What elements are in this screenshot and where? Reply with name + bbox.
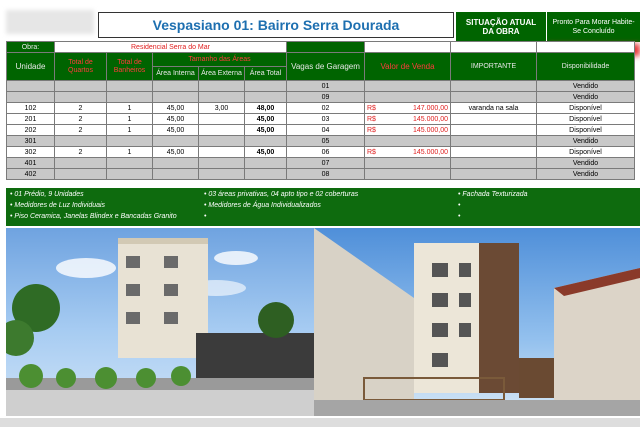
cell-area-total: 45,00 — [245, 147, 287, 158]
cell-unit: 201 — [7, 114, 55, 125]
price-value: 145.000,00 — [412, 148, 448, 156]
cell-area-internal — [153, 158, 199, 169]
cell-unit: 401 — [7, 158, 55, 169]
cell-note — [451, 92, 537, 103]
cell-price — [365, 81, 451, 92]
cell-rooms: 2 — [55, 125, 107, 136]
cell-area-total: 45,00 — [245, 125, 287, 136]
cell-price — [365, 136, 451, 147]
page-title: Vespasiano 01: Bairro Serra Dourada — [98, 12, 454, 38]
cell-garage: 07 — [287, 158, 365, 169]
cell-rooms: 2 — [55, 103, 107, 114]
cell-status: Disponível — [537, 114, 635, 125]
col-disponibilidade: Disponibilidade — [537, 53, 635, 81]
obra-name: Residencial Serra do Mar — [55, 42, 287, 53]
cell-baths — [107, 158, 153, 169]
cell-area-external — [199, 147, 245, 158]
feature-item: • Medidores de Luz Individuais — [10, 202, 106, 209]
cell-area-total — [245, 136, 287, 147]
cell-unit — [7, 81, 55, 92]
cell-status: Vendido — [537, 92, 635, 103]
cell-status: Disponível — [537, 147, 635, 158]
feature-item: • 03 áreas privativas, 04 apto tipo e 02 coberturas — [204, 191, 359, 198]
currency-symbol: R$ — [367, 115, 376, 123]
cell-price — [365, 103, 451, 114]
col-importante: IMPORTANTE — [451, 53, 537, 81]
cell-rooms: 2 — [55, 114, 107, 125]
cell-price — [365, 169, 451, 180]
cell-status: Vendido — [537, 81, 635, 92]
cell-area-internal: 45,00 — [153, 147, 199, 158]
table-row — [7, 169, 635, 180]
blurred-logo — [6, 10, 94, 34]
cell-garage: 05 — [287, 136, 365, 147]
table-row — [7, 103, 635, 114]
cell-baths: 1 — [107, 125, 153, 136]
feature-item: • 01 Prédio, 9 Unidades — [10, 191, 84, 198]
cell-area-total — [245, 169, 287, 180]
cell-area-external — [199, 136, 245, 147]
cell-garage: 01 — [287, 81, 365, 92]
cell-area-total: 48,00 — [245, 103, 287, 114]
price-value: 145.000,00 — [412, 115, 448, 123]
cell-price — [365, 147, 451, 158]
cell-unit: 102 — [7, 103, 55, 114]
cell-rooms: 2 — [55, 147, 107, 158]
table-row — [7, 147, 635, 158]
table-row — [7, 114, 635, 125]
cell-area-external — [199, 169, 245, 180]
cell-area-external — [199, 158, 245, 169]
col-vagas: Vagas de Garagem — [287, 53, 365, 81]
col-valor: Valor de Venda — [365, 53, 451, 81]
cell-area-external — [199, 125, 245, 136]
cell-baths — [107, 169, 153, 180]
bottom-strip — [0, 418, 640, 427]
cell-price — [365, 158, 451, 169]
price-value: 145.000,00 — [412, 126, 448, 134]
col-quartos: Total de Quartos — [55, 53, 107, 81]
cell-area-total — [245, 81, 287, 92]
cell-rooms — [55, 158, 107, 169]
cell-unit: 302 — [7, 147, 55, 158]
status-title: SITUAÇÃO ATUAL DA OBRA — [456, 12, 546, 42]
cell-unit: 402 — [7, 169, 55, 180]
cell-note — [451, 114, 537, 125]
cell-area-total — [245, 92, 287, 103]
currency-symbol: R$ — [367, 104, 376, 112]
cell-area-total — [245, 158, 287, 169]
currency-symbol: R$ — [367, 148, 376, 156]
cell-area-internal: 45,00 — [153, 125, 199, 136]
cell-area-external: 3,00 — [199, 103, 245, 114]
units-table — [6, 41, 635, 180]
cell-unit: 202 — [7, 125, 55, 136]
cell-area-external — [199, 92, 245, 103]
cell-status: Disponível — [537, 125, 635, 136]
cell-unit — [7, 92, 55, 103]
cell-unit: 301 — [7, 136, 55, 147]
currency-symbol: R$ — [367, 126, 376, 134]
feature-item: • — [204, 213, 207, 220]
cell-rooms — [55, 136, 107, 147]
cell-area-external — [199, 81, 245, 92]
col-area-externa: Área Externa — [199, 67, 245, 81]
cell-area-internal: 45,00 — [153, 114, 199, 125]
cell-baths — [107, 92, 153, 103]
cell-rooms — [55, 92, 107, 103]
cell-note — [451, 81, 537, 92]
cell-price — [365, 92, 451, 103]
table-row — [7, 158, 635, 169]
status-value: Pronto Para Morar Habite-Se Concluído — [547, 12, 640, 42]
features-panel — [6, 188, 640, 226]
cell-note — [451, 136, 537, 147]
cell-garage: 03 — [287, 114, 365, 125]
table-row — [7, 136, 635, 147]
feature-item: • Fachada Texturizada — [458, 191, 528, 198]
cell-rooms — [55, 81, 107, 92]
cell-garage: 09 — [287, 92, 365, 103]
cell-note — [451, 158, 537, 169]
col-tamanho: Tamanho das Áreas — [153, 53, 287, 67]
cell-baths — [107, 136, 153, 147]
cell-area-internal — [153, 136, 199, 147]
cell-baths — [107, 81, 153, 92]
cell-baths: 1 — [107, 147, 153, 158]
col-area-interna: Área Interna — [153, 67, 199, 81]
cell-price — [365, 125, 451, 136]
feature-item: • — [458, 213, 461, 220]
cell-status: Disponível — [537, 103, 635, 114]
cell-area-internal — [153, 169, 199, 180]
cell-garage: 04 — [287, 125, 365, 136]
cell-garage: 02 — [287, 103, 365, 114]
building-photo-left — [6, 228, 314, 416]
cell-note — [451, 169, 537, 180]
cell-garage: 06 — [287, 147, 365, 158]
cell-area-total: 45,00 — [245, 114, 287, 125]
cell-status: Vendido — [537, 158, 635, 169]
cell-status: Vendido — [537, 169, 635, 180]
cell-note — [451, 147, 537, 158]
cell-baths: 1 — [107, 114, 153, 125]
col-unidade: Unidade — [7, 53, 55, 81]
table-row — [7, 125, 635, 136]
building-photo-right — [314, 228, 640, 416]
cell-area-internal — [153, 92, 199, 103]
cell-status: Vendido — [537, 136, 635, 147]
cell-price — [365, 114, 451, 125]
cell-baths: 1 — [107, 103, 153, 114]
cell-area-internal — [153, 81, 199, 92]
col-area-total: Área Total — [245, 67, 287, 81]
cell-note — [451, 125, 537, 136]
feature-item: • Medidores de Água Individualizados — [204, 202, 321, 209]
col-banheiros: Total de Banheiros — [107, 53, 153, 81]
cell-area-internal: 45,00 — [153, 103, 199, 114]
cell-garage: 08 — [287, 169, 365, 180]
table-row — [7, 92, 635, 103]
cell-note: varanda na sala — [451, 103, 537, 114]
table-row — [7, 81, 635, 92]
price-value: 147.000,00 — [412, 104, 448, 112]
obra-label: Obra: — [7, 42, 55, 53]
feature-item: • Piso Ceramica, Janelas Blindex e Bancadas Granito — [10, 213, 177, 220]
cell-area-external — [199, 114, 245, 125]
cell-rooms — [55, 169, 107, 180]
feature-item: • — [458, 202, 461, 209]
